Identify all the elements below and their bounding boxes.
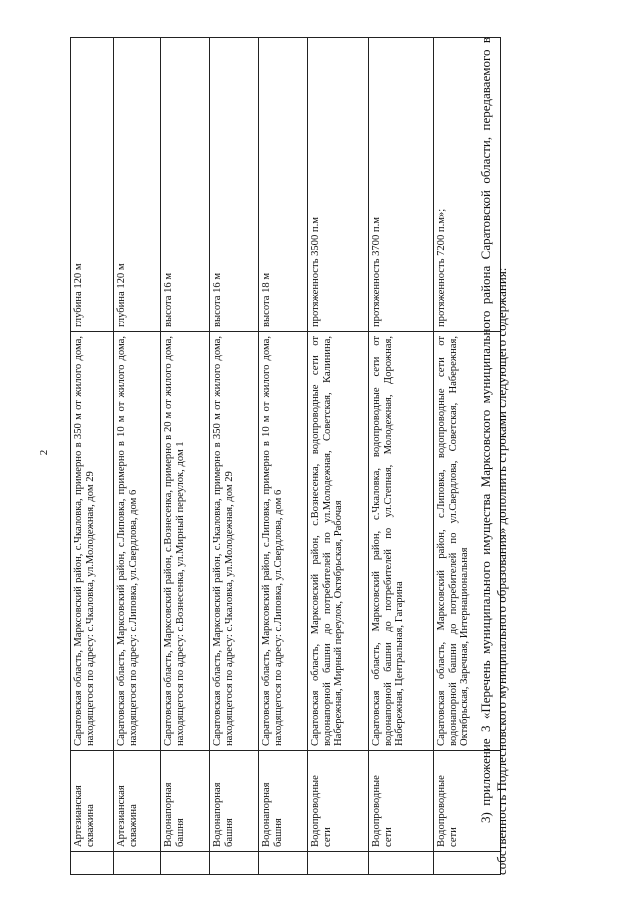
object-location-cell: Саратовская область, Марксовский район, с.Вознесенка, примерно в 20 м от жилого дома, находящегося по адресу: с.Вознесенка, ул.Мирный переулок, дом 1 (161, 332, 210, 751)
object-location-cell: Саратовская область, Марксовский район, с.Вознесенка, водопроводные сети от водонапорной башни до потребителей по ул.Молодежная, Советская, Калинина, Набережная, Мирный переулок, Октябрьская, Рабочая (308, 332, 369, 751)
object-name-cell: Водонапорная башня (259, 751, 308, 852)
object-name-cell: Водопроводные сети (308, 751, 369, 852)
row-number-cell (210, 852, 259, 875)
object-characteristic-cell: протяженность 7200 п.м»; (434, 38, 501, 332)
object-location-cell: Саратовская область, Марксовский район, с.Липовка, водопроводные сети от водонапорной башни до потребителей по ул.Свердлова, Советская, Набережная, Октябрьская, Заречная, Интернациональная (434, 332, 501, 751)
row-number-cell (259, 852, 308, 875)
row-number-cell (114, 852, 161, 875)
object-location-cell: Саратовская область, Марксовский район, с.Липовка, примерно в 10 м от жилого дома, находящегося по адресу: с.Липовка, ул.Свердлова, дом 6 (259, 332, 308, 751)
object-characteristic-cell: протяженность 3500 п.м (308, 38, 369, 332)
property-table (70, 37, 501, 875)
row-number-cell (161, 852, 210, 875)
object-characteristic-cell: глубина 120 м (71, 38, 114, 332)
amendment-paragraph: 3) приложение 3 «Перечень муниципального имущества Марксовского муниципального района Саратовской области, передаваемого в собственность Подлесновского муниципального образования» дополнить строками следующего содержания: (478, 37, 509, 875)
table-row (369, 38, 434, 875)
table-row (210, 38, 259, 875)
table-row (161, 38, 210, 875)
object-characteristic-cell: высота 16 м (210, 38, 259, 332)
object-name-cell: Артезианская скважина (71, 751, 114, 852)
object-name-cell: Водопроводные сети (434, 751, 501, 852)
object-name-cell: Водонапорная башня (161, 751, 210, 852)
object-location-cell: Саратовская область, Марксовский район, с.Липовка, примерно в 10 м от жилого дома, находящегося по адресу: с.Липовка, ул.Свердлова, дом 6 (114, 332, 161, 751)
table-row (308, 38, 369, 875)
table-row (259, 38, 308, 875)
object-name-cell: Артезианская скважина (114, 751, 161, 852)
object-characteristic-cell: глубина 120 м (114, 38, 161, 332)
object-location-cell: Саратовская область, Марксовский район, с.Чкаловка, примерно в 350 м от жилого дома, находящегося по адресу: с.Чкаловка, ул.Молодежная, дом 29 (210, 332, 259, 751)
object-characteristic-cell: высота 16 м (161, 38, 210, 332)
object-name-cell: Водонапорная башня (210, 751, 259, 852)
object-location-cell: Саратовская область, Марксовский район, с.Чкаловка, водопроводные сети от водонапорной башни до потребителей по ул.Степная, Молодежная, Дорожная, Набережная, Центральная, Гагарина (369, 332, 434, 751)
page-number: 2 (38, 449, 50, 456)
object-characteristic-cell: высота 18 м (259, 38, 308, 332)
object-name-cell: Водопроводные сети (369, 751, 434, 852)
object-location-cell: Саратовская область, Марксовский район, с.Чкаловка, примерно в 350 м от жилого дома, находящегося по адресу: с.Чкаловка, ул.Молодежная, дом 29 (71, 332, 114, 751)
row-number-cell (369, 852, 434, 875)
table-row (71, 38, 114, 875)
table-row (114, 38, 161, 875)
row-number-cell (71, 852, 114, 875)
row-number-cell (308, 852, 369, 875)
object-characteristic-cell: протяженность 3700 п.м (369, 38, 434, 332)
